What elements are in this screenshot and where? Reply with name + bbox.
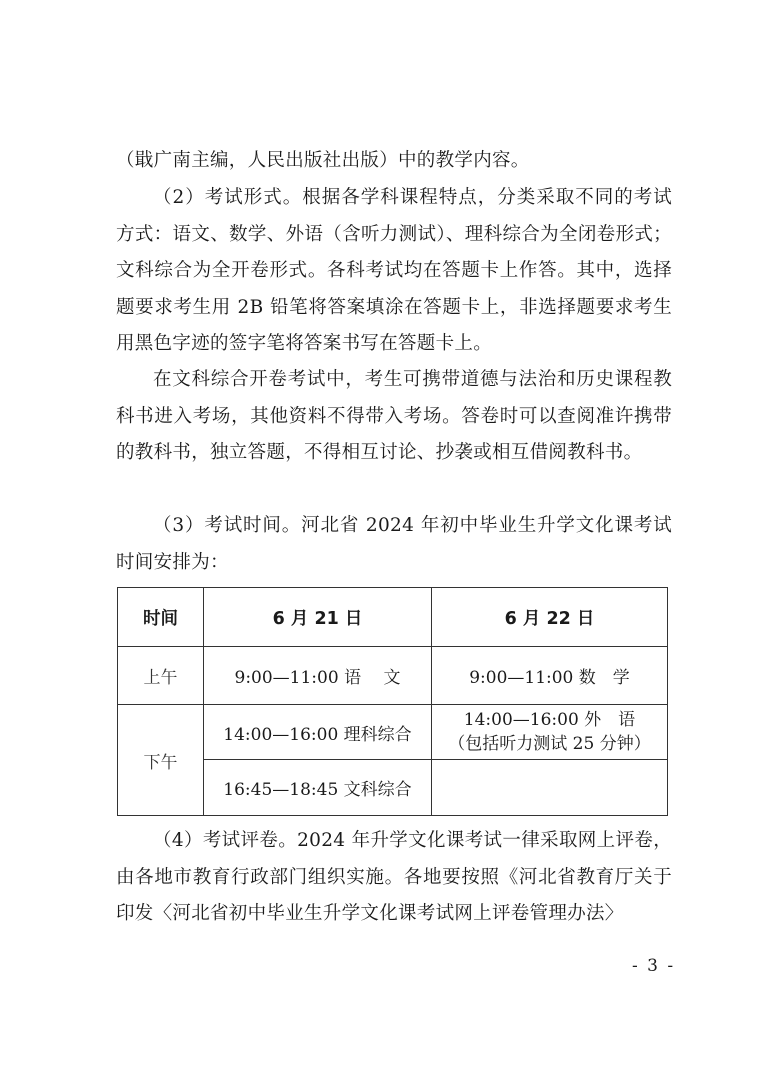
- paragraph-open-book-rules: 在文科综合开卷考试中，考生可携带道德与法治和历史课程教科书进入考场，其他资料不得带入考场。答卷时可以查阅准许携带的教科书，独立答题，不得相互讨论、抄袭或相互借阅教科书。: [116, 369, 672, 463]
- page-number: - 3 -: [632, 956, 676, 976]
- paragraph-textbook-note: （戢广南主编，人民出版社出版）中的教学内容。: [116, 150, 530, 171]
- cell-afternoon-day2-line1: 14:00—16:00 外 语: [463, 710, 636, 730]
- table-row-morning: [118, 647, 668, 705]
- cell-morning-day2: 9:00—11:00 数 学: [432, 647, 668, 705]
- period-afternoon: 下午: [118, 705, 204, 816]
- cell-afternoon-day2-line2: （包括听力测试 25 分钟）: [448, 734, 651, 754]
- paragraph-exam-time: （3）考试时间。河北省 2024 年初中毕业生升学文化课考试时间安排为：: [116, 515, 672, 573]
- header-time: 时间: [118, 588, 204, 647]
- cell-afternoon-day1-slot2: 16:45—18:45 文科综合: [204, 760, 432, 816]
- period-morning: 上午: [118, 647, 204, 705]
- cell-morning-day1: 9:00—11:00 语 文: [204, 647, 432, 705]
- cell-afternoon-day2-slot1: [432, 705, 668, 760]
- header-day1: 6 月 21 日: [204, 588, 432, 647]
- cell-afternoon-day1-slot1: 14:00—16:00 理科综合: [204, 705, 432, 760]
- header-day2: 6 月 22 日: [432, 588, 668, 647]
- table-row-afternoon-1: [118, 705, 668, 760]
- paragraph-exam-grading: （4）考试评卷。2024 年升学文化课考试一律采取网上评卷，由各地市教育行政部门组织实施。各地要按照《河北省教育厅关于印发〈河北省初中毕业生升学文化课考试网上评卷管理办法〉: [116, 830, 672, 924]
- table-header-row: [118, 588, 668, 647]
- cell-afternoon-day2-slot2: [432, 760, 668, 816]
- paragraph-exam-format: （2）考试形式。根据各学科课程特点，分类采取不同的考试方式：语文、数学、外语（含听力测试）、理科综合为全闭卷形式；文科综合为全开卷形式。各科考试均在答题卡上作答。其中，选择题要求考生用 2B 铅笔将答案填涂在答题卡上，非选择题要求考生用黑色字迹的签字笔将答案书写在答题卡上。: [116, 187, 672, 354]
- exam-schedule-table: [117, 587, 668, 816]
